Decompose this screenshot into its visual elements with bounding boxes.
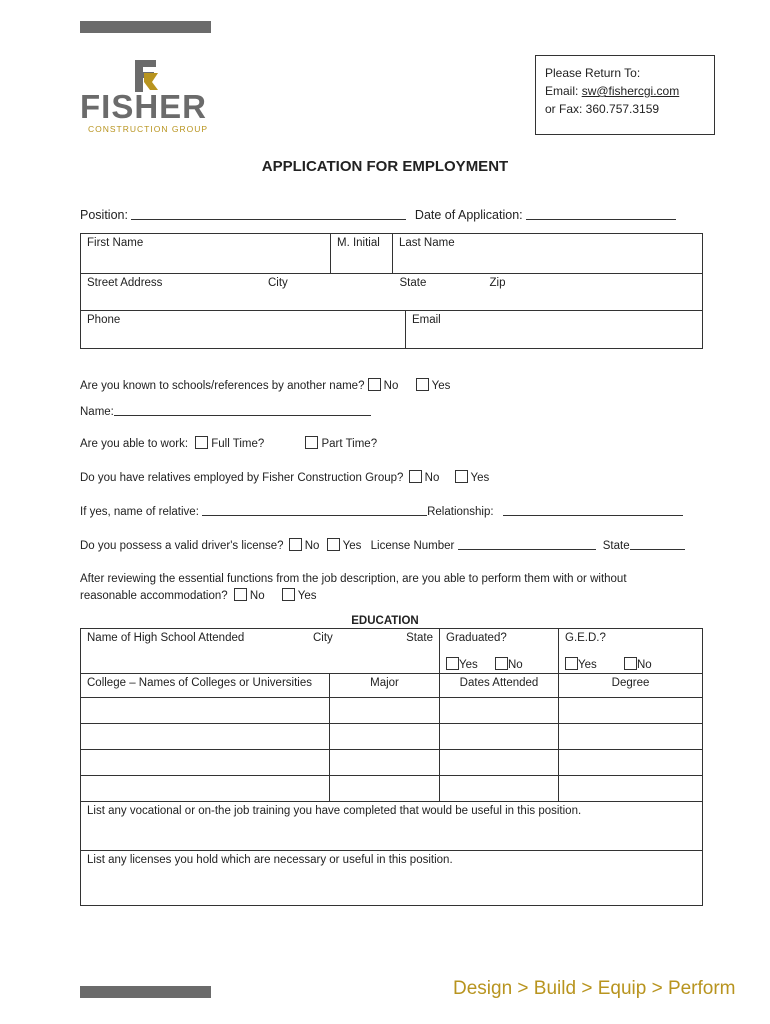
other-name-row	[80, 403, 371, 418]
fax-number: or Fax: 360.757.3159	[545, 102, 660, 116]
no-label: No	[383, 380, 399, 392]
other-name-field[interactable]	[114, 403, 371, 416]
applicant-info-table	[80, 233, 703, 349]
relative-name-field[interactable]	[202, 503, 427, 516]
first-name-label: First Name	[87, 237, 144, 249]
high-school-label: Name of High School Attended	[87, 632, 245, 644]
return-to-label: Please Return To:	[545, 66, 641, 80]
first-name-cell[interactable]	[81, 234, 331, 274]
table-row	[81, 698, 703, 724]
degree-input-cell[interactable]	[559, 724, 703, 750]
dates-attended-label: Dates Attended	[459, 677, 539, 689]
degree-header-cell	[559, 674, 703, 698]
license-state-label: State	[602, 540, 630, 552]
street-address-label: Street Address	[87, 277, 163, 289]
phone-cell[interactable]	[81, 311, 406, 349]
page-title: APPLICATION FOR EMPLOYMENT	[261, 158, 509, 175]
return-email-link[interactable]: sw@fishercgi.com	[581, 84, 680, 98]
no-label: No	[249, 590, 265, 602]
no-label: No	[507, 659, 523, 671]
license-no-checkbox[interactable]	[289, 538, 302, 551]
date-field[interactable]	[526, 207, 676, 220]
relationship-field[interactable]	[503, 503, 683, 516]
essential-text-line1: After reviewing the essential functions from the job description, are you able to perform them with or without	[80, 573, 627, 585]
email-cell[interactable]	[405, 311, 702, 349]
yes-label: Yes	[342, 540, 362, 552]
license-state-field[interactable]	[630, 537, 685, 550]
logo-wordmark: FISHER	[80, 88, 208, 125]
license-text: Do you possess a valid driver's license?	[80, 540, 284, 552]
college-input-cell[interactable]	[81, 750, 330, 776]
graduated-label: Graduated?	[446, 632, 507, 644]
header-bar	[80, 21, 211, 33]
position-row	[80, 207, 676, 222]
licenses-label: List any licenses you hold which are necessary or useful in this position.	[87, 854, 453, 866]
yes-label: Yes	[431, 380, 451, 392]
ged-no-checkbox[interactable]	[624, 657, 637, 670]
full-time-label: Full Time?	[211, 438, 265, 450]
middle-initial-label: M. Initial	[337, 237, 380, 249]
position-field[interactable]	[131, 207, 406, 220]
vocational-training-cell[interactable]	[81, 802, 703, 851]
table-row	[81, 750, 703, 776]
dates-header-cell	[440, 674, 559, 698]
footer-tagline: Design > Build > Equip > Perform	[453, 978, 736, 999]
email-field-label: Email	[411, 314, 441, 326]
company-logo	[80, 56, 215, 136]
dates-input-cell[interactable]	[440, 724, 559, 750]
major-input-cell[interactable]	[330, 698, 440, 724]
full-time-checkbox[interactable]	[195, 436, 208, 449]
ged-yes-checkbox[interactable]	[565, 657, 578, 670]
no-label: No	[424, 472, 440, 484]
vocational-training-label: List any vocational or on-the job training you have completed that would be useful in this position.	[87, 805, 582, 817]
essential-text-line2: reasonable accommodation?	[80, 590, 228, 602]
relatives-text: Do you have relatives employed by Fisher Construction Group?	[80, 472, 404, 484]
part-time-checkbox[interactable]	[305, 436, 318, 449]
ged-cell	[559, 629, 703, 674]
graduated-yes-checkbox[interactable]	[446, 657, 459, 670]
major-input-cell[interactable]	[330, 776, 440, 802]
middle-initial-cell[interactable]	[331, 234, 393, 274]
yes-label: Yes	[470, 472, 490, 484]
degree-label: Degree	[611, 677, 650, 689]
college-input-cell[interactable]	[81, 776, 330, 802]
table-row	[81, 776, 703, 802]
graduated-cell	[440, 629, 559, 674]
phone-label: Phone	[87, 314, 121, 326]
relationship-label: Relationship:	[427, 506, 494, 518]
major-header-cell	[330, 674, 440, 698]
other-name-yes-checkbox[interactable]	[416, 378, 429, 391]
relatives-yes-checkbox[interactable]	[455, 470, 468, 483]
able-to-work-question	[80, 436, 377, 450]
college-label: College – Names of Colleges or Universities	[87, 677, 312, 689]
high-school-cell[interactable]	[81, 629, 440, 674]
major-input-cell[interactable]	[330, 724, 440, 750]
other-name-question	[80, 378, 450, 392]
date-label: Date of Application:	[414, 208, 523, 222]
relative-name-row	[80, 503, 683, 518]
table-row	[81, 724, 703, 750]
college-input-cell[interactable]	[81, 724, 330, 750]
major-label: Major	[370, 677, 399, 689]
other-name-no-checkbox[interactable]	[368, 378, 381, 391]
state-label: State	[399, 277, 427, 289]
street-city-cell[interactable]	[81, 274, 393, 311]
education-table	[80, 628, 703, 906]
accommodation-yes-checkbox[interactable]	[282, 588, 295, 601]
return-to-box	[535, 55, 715, 135]
hs-state-label: State	[406, 632, 433, 644]
last-name-label: Last Name	[399, 237, 455, 249]
license-number-field[interactable]	[458, 537, 596, 550]
relative-name-label: If yes, name of relative:	[80, 506, 199, 518]
email-label: Email:	[545, 84, 582, 98]
education-heading: EDUCATION	[351, 615, 419, 627]
last-name-cell[interactable]	[393, 234, 703, 274]
yes-label: Yes	[297, 590, 317, 602]
essential-functions-question	[80, 571, 627, 605]
no-label: No	[636, 659, 652, 671]
no-label: No	[304, 540, 320, 552]
licenses-cell[interactable]	[81, 851, 703, 906]
dates-input-cell[interactable]	[440, 698, 559, 724]
hs-city-label: City	[313, 632, 333, 644]
degree-input-cell[interactable]	[559, 698, 703, 724]
zip-label: Zip	[489, 277, 506, 289]
footer-bar	[80, 986, 211, 998]
accommodation-no-checkbox[interactable]	[234, 588, 247, 601]
position-label: Position:	[80, 208, 128, 222]
license-question	[80, 537, 685, 552]
college-input-cell[interactable]	[81, 698, 330, 724]
state-zip-cell[interactable]	[393, 274, 703, 311]
major-input-cell[interactable]	[330, 750, 440, 776]
degree-input-cell[interactable]	[559, 776, 703, 802]
dates-input-cell[interactable]	[440, 776, 559, 802]
relatives-question	[80, 470, 489, 484]
license-number-label: License Number	[370, 540, 455, 552]
logo-subtitle: CONSTRUCTION GROUP	[88, 124, 208, 134]
graduated-no-checkbox[interactable]	[495, 657, 508, 670]
college-header-cell	[81, 674, 330, 698]
degree-input-cell[interactable]	[559, 750, 703, 776]
part-time-label: Part Time?	[321, 438, 378, 450]
yes-label: Yes	[578, 659, 597, 671]
other-name-text: Are you known to schools/references by another name?	[80, 380, 365, 392]
license-yes-checkbox[interactable]	[327, 538, 340, 551]
able-to-work-text: Are you able to work:	[80, 438, 189, 450]
city-label: City	[268, 277, 288, 289]
dates-input-cell[interactable]	[440, 750, 559, 776]
relatives-no-checkbox[interactable]	[409, 470, 422, 483]
name-label: Name:	[80, 406, 114, 418]
yes-label: Yes	[459, 659, 478, 671]
ged-label: G.E.D.?	[565, 632, 606, 644]
